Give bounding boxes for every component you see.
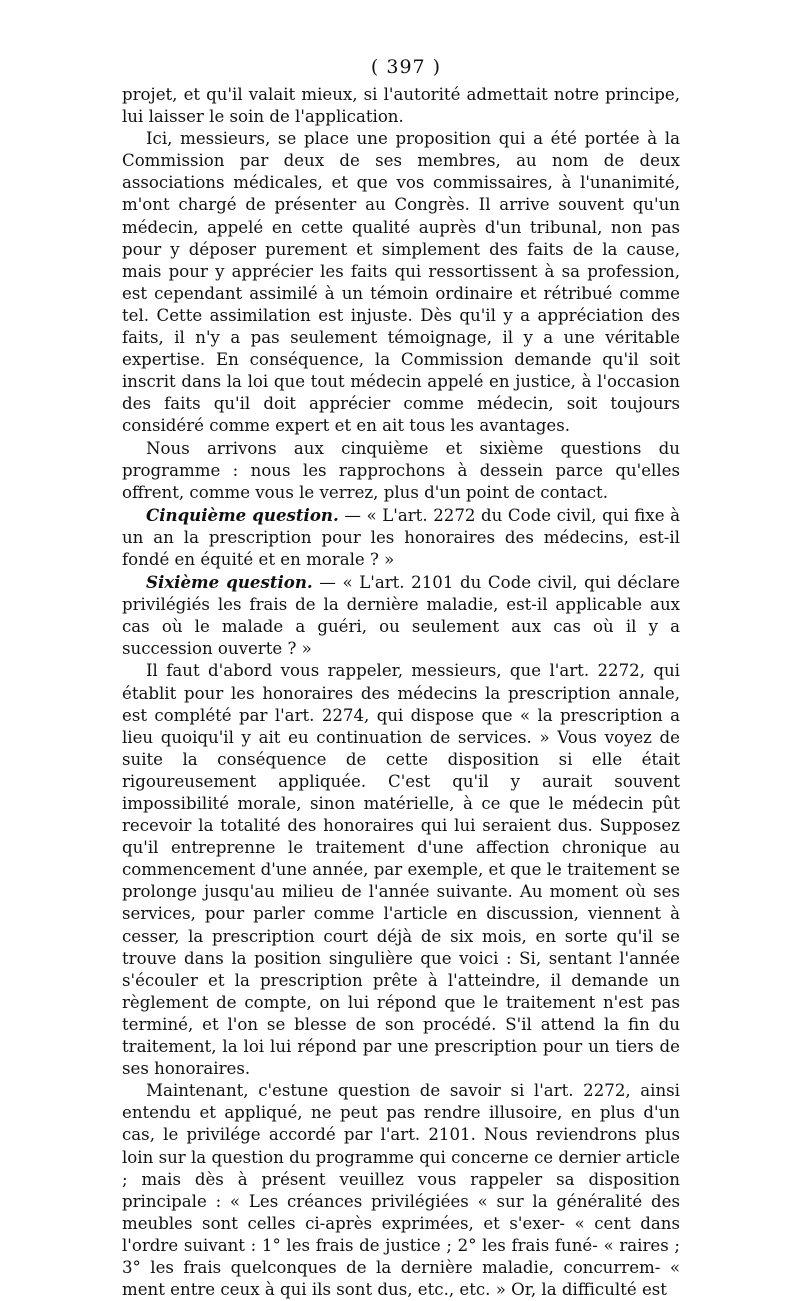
question-5-label: Cinquième question. [146, 504, 339, 525]
paragraph-6-text: Il faut d'abord vous rappeler, messieurs, que l'art. 2272, qui établit pour les honoraires des médecins la prescription annale, est complété par l'art. 2274, qui dispose que « la prescription a lieu quoiqu'il y ait eu continuation de services. » Vous voyez de suite la conséquence de cette disposition si elle était rigoureusement appliquée. C'est qu'il y aurait souvent impossibilité morale, sinon matérielle, à ce que le médecin pût recevoir la totalité des honoraires qui lui seraient dus. Supposez qu'il entreprenne le traitement d'une affection chronique au commencement d'une année, par exemple, et que le traitement se prolonge jusqu'au milieu de l'année suivante. Au moment où ses services, pour parler comme l'article en discussion, viennent à cesser, la prescription court déjà de six mois, en sorte qu'il se trouve dans la position singulière que voici : Si, sentant l'année s'écouler et la prescription prête à l'atteindre, il demande un règlement de compte, on lui répond que le traitement n'est pas terminé, et l'on se blesse de son procédé. S'il attend la fin du traitement, la loi lui répond par une prescription pour un tiers de ses honoraires. [122, 661, 680, 1079]
paragraph-1 [122, 84, 680, 128]
question-6-label: Sixième question. [146, 572, 313, 593]
paragraph-6 [122, 660, 680, 1080]
paragraph-7-text: Maintenant, c'estune question de savoir si l'art. 2272, ainsi entendu et appliqué, ne peut pas rendre illusoire, en plus d'un cas, le privilége accordé par l'art. 2101. Nous reviendrons plus loin sur la question du programme qui concerne ce dernier article ; mais dès à présent veuillez vous rappeler sa disposition principale : « Les créances privilégiées « sur la généralité des meubles sont celles ci-après exprimées, et s'exer- « cent dans l'ordre suivant : 1° les frais de justice ; 2° les frais funé- « raires ; 3° les frais quelconques de la dernière maladie, concurrem- « ment entre ceux à qui ils sont dus, etc., etc. » Or, la difficulté est [122, 1081, 680, 1300]
paragraph-4 [122, 504, 680, 571]
paragraph-1-text: projet, et qu'il valait mieux, si l'autorité admettait notre principe, lui laisser le soin de l'application. [122, 85, 680, 127]
question-5-text: — « L'art. 2272 du Code civil, qui fixe à un an la prescription pour les honoraires des médecins, est-il fondé en équité et en morale ? » [122, 505, 680, 569]
paragraph-2-text: Ici, messieurs, se place une proposition qui a été portée à la Commission par deux de ses membres, au nom de deux associations médicales, et que vos commissaires, à l'unanimité, m'ont chargé de présenter au Congrès. Il arrive souvent qu'un médecin, appelé en cette qualité auprès d'un tribunal, non pas pour y déposer purement et simplement des faits de la cause, mais pour y apprécier les faits qui ressortissent à sa profession, est cependant assimilé à un témoin ordinaire et rétribué comme tel. Cette assimilation est injuste. Dès qu'il y a appréciation des faits, il n'y a pas seulement témoignage, il y a une véritable expertise. En conséquence, la Commission demande qu'il soit inscrit dans la loi que tout médecin appelé en justice, à l'occasion des faits qu'il doit apprécier comme médecin, soit toujours considéré comme expert et en ait tous les avantages. [122, 129, 680, 436]
body-text [122, 84, 680, 1301]
paragraph-7 [122, 1080, 680, 1301]
paragraph-3-text: Nous arrivons aux cinquième et sixième questions du programme : nous les rapprochons à dessein parce qu'elles offrent, comme vous le verrez, plus d'un point de contact. [122, 438, 680, 502]
page-number: ( 397 ) [370, 56, 442, 78]
paragraph-5 [122, 571, 680, 660]
question-6-text: — « L'art. 2101 du Code civil, qui déclare privilégiés les frais de la dernière maladie, est-il applicable aux cas où le malade a guéri, ou seulement aux cas où il y a succession ouverte ? » [122, 573, 680, 659]
paragraph-2 [122, 128, 680, 437]
book-page [122, 56, 680, 1301]
paragraph-3 [122, 438, 680, 504]
